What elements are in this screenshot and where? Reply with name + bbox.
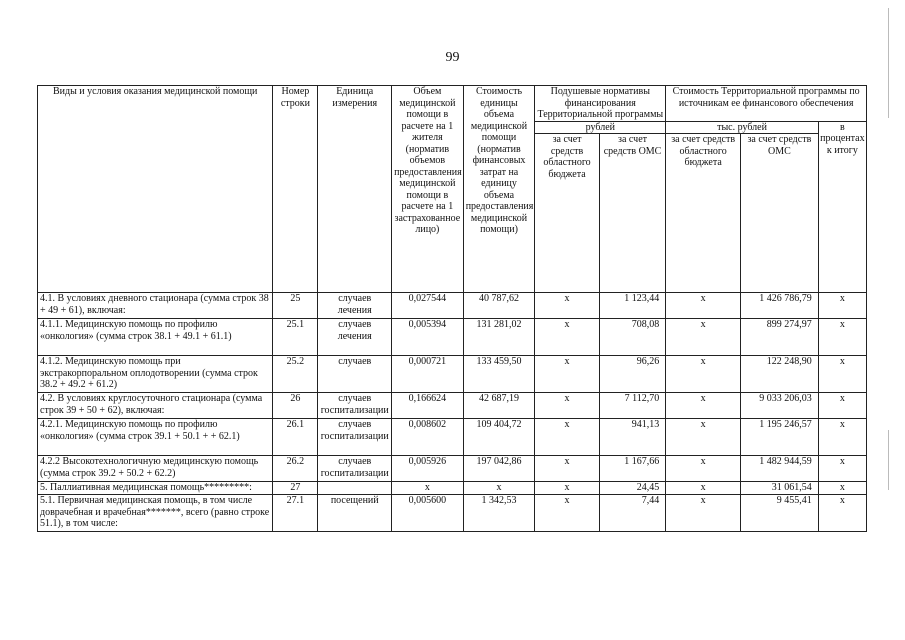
header-cost-oms: за счет средств ОМС [741,134,819,293]
row-name: 4.2.2 Высокотехнологичную медицинскую помощь (сумма строк 39.2 + 50.2 + 62.2) [38,456,273,482]
row-cost: 42 687,19 [463,393,535,419]
row-norm-oms: 96,26 [599,356,666,393]
row-norm-oms: 24,45 [599,482,666,495]
row-cost: 197 042,86 [463,456,535,482]
table-row [38,419,867,456]
row-norm-oms: 1 123,44 [599,293,666,319]
header-type: Виды и условия оказания медицинской помощи [38,86,273,293]
table-row [38,393,867,419]
row-number: 27.1 [273,495,318,532]
row-cost-budget: х [666,393,741,419]
row-cost-oms: 122 248,90 [741,356,819,393]
row-norm-budget: х [535,393,599,419]
row-volume: 0,166624 [392,393,464,419]
row-percent: х [818,419,866,456]
row-cost-oms: 1 482 944,59 [741,456,819,482]
row-number: 25 [273,293,318,319]
row-cost-oms: 1 195 246,57 [741,419,819,456]
header-norms-units: рублей [535,121,666,134]
row-norm-budget: х [535,482,599,495]
table-row [38,495,867,532]
row-cost-budget: х [666,495,741,532]
row-number: 26 [273,393,318,419]
row-cost-oms: 899 274,97 [741,319,819,356]
row-percent: х [818,356,866,393]
row-number: 25.2 [273,356,318,393]
row-cost: 133 459,50 [463,356,535,393]
row-norm-budget: х [535,419,599,456]
row-number: 26.1 [273,419,318,456]
row-cost: 109 404,72 [463,419,535,456]
table-row [38,482,867,495]
row-unit: случаев госпитализации [318,456,392,482]
row-cost-budget: х [666,356,741,393]
row-norm-budget: х [535,293,599,319]
header-row-number: Номер строки [273,86,318,293]
header-unit: Единица измерения [318,86,392,293]
row-norm-oms: 941,13 [599,419,666,456]
row-unit: случаев лечения [318,319,392,356]
row-percent: х [818,319,866,356]
table-row [38,456,867,482]
row-cost: 40 787,62 [463,293,535,319]
row-cost: 1 342,53 [463,495,535,532]
row-unit: посещений [318,495,392,532]
row-percent: х [818,293,866,319]
row-unit: случаев [318,356,392,393]
row-cost-budget: х [666,293,741,319]
row-unit: случаев госпитализации [318,419,392,456]
row-name: 4.2. В условиях круглосуточного стационара (сумма строк 39 + 50 + 62), включая: [38,393,273,419]
row-name: 4.1. В условиях дневного стационара (сумма строк 38 + 49 + 61), включая: [38,293,273,319]
table-row [38,319,867,356]
row-cost-oms: 9 455,41 [741,495,819,532]
row-volume: 0,008602 [392,419,464,456]
row-cost-oms: 1 426 786,79 [741,293,819,319]
header-cost-budget: за счет средств областного бюджета [666,134,741,293]
row-volume: 0,005600 [392,495,464,532]
header-volume: Объем медицинской помощи в расчете на 1 жителя (норматив объемов предоставления медицинской помощи в расчете на 1 застрахованное лицо) [392,86,464,293]
row-cost-budget: х [666,319,741,356]
row-name: 4.2.1. Медицинскую помощь по профилю «онкология» (сумма строк 39.1 + 50.1 + + 62.1) [38,419,273,456]
row-norm-budget: х [535,495,599,532]
row-name: 4.1.2. Медицинскую помощь при экстракорпоральном оплодотворении (сумма строк 38.2 + 49.2 + 61.2) [38,356,273,393]
row-volume: 0,005926 [392,456,464,482]
row-cost: 131 281,02 [463,319,535,356]
row-number: 27 [273,482,318,495]
row-volume: 0,000721 [392,356,464,393]
row-norm-oms: 7 112,70 [599,393,666,419]
header-cost-units: тыс. рублей [666,121,818,134]
row-name: 5. Паллиативная медицинская помощь*********: [38,482,273,495]
row-volume: 0,027544 [392,293,464,319]
row-norm-oms: 1 167,66 [599,456,666,482]
row-number: 25.1 [273,319,318,356]
row-volume: х [392,482,464,495]
header-group-norms: Подушевые нормативы финансирования Территориальной программы [535,86,666,122]
row-cost-budget: х [666,419,741,456]
row-percent: х [818,495,866,532]
row-norm-budget: х [535,319,599,356]
table-row [38,293,867,319]
row-percent: х [818,393,866,419]
header-norm-oms: за счет средств ОМС [599,134,666,293]
row-norm-budget: х [535,456,599,482]
row-name: 5.1. Первичная медицинская помощь, в том числе доврачебная и врачебная*******, всего (равно строке 51.1), в том числе: [38,495,273,532]
row-cost-budget: х [666,482,741,495]
row-cost-budget: х [666,456,741,482]
row-norm-budget: х [535,356,599,393]
table-body [38,293,867,532]
row-norm-oms: 708,08 [599,319,666,356]
financing-table [37,85,867,532]
scan-mark [888,430,889,490]
table-row [38,356,867,393]
page-number: 99 [445,50,460,65]
row-unit: случаев госпитализации [318,393,392,419]
row-name: 4.1.1. Медицинскую помощь по профилю «онкология» (сумма строк 38.1 + 49.1 + 61.1) [38,319,273,356]
header-cost: Стоимость единицы объема медицинской помощи (норматив финансовых затрат на единицу объема предоставления медицинской помощи) [463,86,535,293]
row-cost: х [463,482,535,495]
row-number: 26.2 [273,456,318,482]
row-unit: случаев лечения [318,293,392,319]
header-norm-budget: за счет средств областного бюджета [535,134,599,293]
row-norm-oms: 7,44 [599,495,666,532]
row-unit [318,482,392,495]
scan-mark [888,8,889,118]
header-group-cost: Стоимость Территориальной программы по источникам ее финансового обеспечения [666,86,867,122]
row-cost-oms: 9 033 206,03 [741,393,819,419]
row-volume: 0,005394 [392,319,464,356]
header-percent: в процентах к итогу [818,121,866,293]
row-cost-oms: 31 061,54 [741,482,819,495]
row-percent: х [818,482,866,495]
row-percent: х [818,456,866,482]
